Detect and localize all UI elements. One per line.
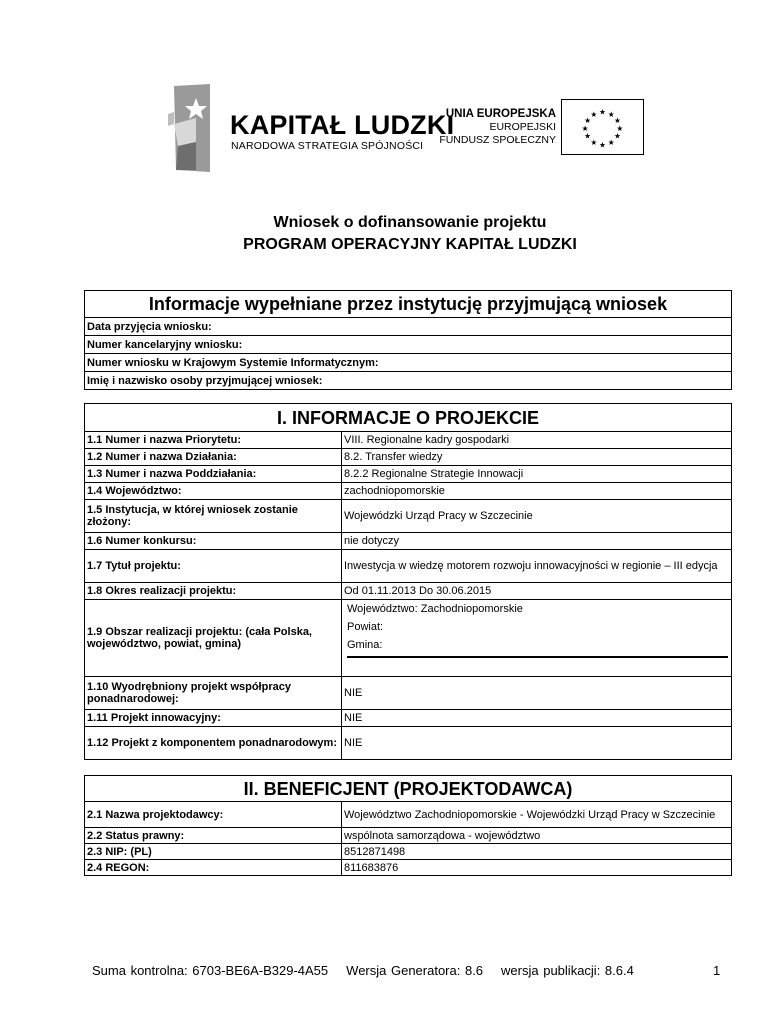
- field-label: 1.4 Województwo:: [85, 483, 342, 499]
- table-row: [85, 710, 731, 727]
- table-row: [85, 583, 731, 600]
- table-row: [85, 500, 731, 533]
- beneficiary-section: [84, 775, 732, 876]
- table-row: [85, 432, 731, 449]
- field-label: 1.7 Tytuł projektu:: [85, 550, 342, 582]
- field-label: 2.2 Status prawny:: [85, 828, 342, 843]
- svg-text:★: ★: [590, 137, 598, 147]
- field-label: 1.6 Numer konkursu:: [85, 533, 342, 549]
- eu-flag-icon: [561, 99, 644, 155]
- area-divider: [347, 656, 728, 658]
- area-county: Powiat:: [347, 621, 384, 633]
- intake-row-label: Numer wniosku w Krajowym Systemie Informatycznym:: [87, 356, 379, 369]
- field-value: Województwo Zachodniopomorskie - Wojewódzki Urząd Pracy w Szczecinie: [344, 808, 716, 821]
- table-row: [85, 727, 731, 759]
- logo-title: KAPITAŁ LUDZKI: [230, 110, 455, 140]
- intake-row: [85, 318, 731, 336]
- table-row: [85, 533, 731, 550]
- intake-section: [84, 290, 732, 390]
- field-value: zachodniopomorskie: [344, 485, 445, 497]
- ue-line2: EUROPEJSKI: [489, 121, 556, 133]
- eu-fund-label: [430, 108, 556, 147]
- field-label: 1.12 Projekt z komponentem ponadnarodowym:: [85, 727, 342, 759]
- area-commune: Gmina:: [347, 639, 383, 651]
- table-row: [85, 466, 731, 483]
- svg-text:★: ★: [599, 107, 606, 117]
- page-number: 1: [713, 963, 721, 978]
- field-value: 811683876: [344, 861, 399, 874]
- footer: [92, 963, 652, 978]
- svg-text:★: ★: [584, 116, 592, 126]
- table-row: [85, 860, 731, 875]
- table-row: [85, 828, 731, 844]
- document-title: Wniosek o dofinansowanie projektu: [273, 214, 547, 231]
- table-row: [85, 600, 731, 677]
- field-value: VIII. Regionalne kadry gospodarki: [344, 434, 510, 446]
- table-row: [85, 677, 731, 710]
- section1-heading: I. INFORMACJE O PROJEKCIE: [85, 404, 731, 432]
- field-value: NIE: [344, 712, 363, 724]
- table-row: [85, 550, 731, 583]
- field-value: NIE: [344, 737, 363, 749]
- field-value: Inwestycja w wiedzę motorem rozwoju innowacyjności w regionie – III edycja: [344, 560, 718, 572]
- svg-text:★: ★: [581, 123, 589, 133]
- field-value: nie dotyczy: [344, 535, 400, 547]
- table-row: [85, 844, 731, 860]
- intake-row-label: Imię i nazwisko osoby przyjmującej wniosek:: [87, 374, 323, 387]
- table-row: [85, 449, 731, 466]
- kapital-ludzki-emblem: [166, 84, 216, 174]
- field-value: 8512871498: [344, 845, 406, 858]
- field-label: 1.5 Instytucja, w której wniosek zostanie złożony:: [85, 500, 342, 532]
- svg-text:★: ★: [613, 131, 621, 141]
- intake-row: [85, 372, 731, 389]
- intake-row: [85, 336, 731, 354]
- field-value: NIE: [344, 687, 363, 699]
- svg-text:★: ★: [613, 116, 621, 126]
- field-label: 1.2 Numer i nazwa Działania:: [85, 449, 342, 465]
- program-title: PROGRAM OPERACYJNY KAPITAŁ LUDZKI: [243, 236, 577, 253]
- field-label: 1.3 Numer i nazwa Poddziałania:: [85, 466, 342, 482]
- field-label: 2.1 Nazwa projektodawcy:: [85, 802, 342, 827]
- field-value: Wojewódzki Urząd Pracy w Szczecinie: [344, 510, 533, 522]
- intake-row-label: Data przyjęcia wniosku:: [87, 320, 212, 333]
- field-label: 1.1 Numer i nazwa Priorytetu:: [85, 432, 342, 448]
- svg-text:★: ★: [599, 140, 606, 150]
- logo-subtitle: NARODOWA STRATEGIA SPÓJNOŚCI: [231, 140, 424, 152]
- section2-heading: II. BENEFICJENT (PROJEKTODAWCA): [85, 776, 731, 802]
- field-label: 2.4 REGON:: [85, 860, 342, 875]
- field-label: 1.10 Wyodrębniony projekt współpracy ponadnarodowej:: [85, 677, 342, 709]
- area-label: 1.9 Obszar realizacji projektu: (cała Polska, województwo, powiat, gmina): [85, 600, 342, 676]
- table-row: [85, 802, 731, 828]
- field-label: 1.11 Projekt innowacyjny:: [85, 710, 342, 726]
- checksum: Suma kontrolna: 6703-BE6A-B329-4A55: [92, 963, 329, 978]
- area-details: [342, 600, 731, 676]
- table-row: [85, 483, 731, 500]
- generator-version: Wersja Generatora: 8.6: [346, 963, 484, 978]
- ue-line3: FUNDUSZ SPOŁECZNY: [439, 134, 556, 146]
- field-value: 8.2. Transfer wiedzy: [344, 451, 443, 463]
- field-label: 1.8 Okres realizacji projektu:: [85, 583, 342, 599]
- project-info-section: [84, 403, 732, 760]
- field-value: wspólnota samorządowa - województwo: [344, 829, 541, 842]
- intake-heading: Informacje wypełniane przez instytucję przyjmującą wniosek: [85, 291, 731, 318]
- svg-text:★: ★: [590, 109, 598, 119]
- ue-line1: UNIA EUROPEJSKA: [445, 108, 556, 120]
- svg-text:★: ★: [584, 131, 592, 141]
- field-value: Od 01.11.2013 Do 30.06.2015: [344, 585, 492, 597]
- svg-text:★: ★: [616, 123, 624, 133]
- area-voivodeship: Województwo: Zachodniopomorskie: [347, 603, 523, 615]
- intake-row: [85, 354, 731, 372]
- field-value: 8.2.2 Regionalne Strategie Innowacji: [344, 468, 524, 480]
- field-label: 2.3 NIP: (PL): [85, 844, 342, 859]
- publication-version: wersja publikacji: 8.6.4: [501, 963, 634, 978]
- intake-row-label: Numer kancelaryjny wniosku:: [87, 338, 243, 351]
- svg-text:★: ★: [607, 109, 615, 119]
- svg-text:★: ★: [607, 137, 615, 147]
